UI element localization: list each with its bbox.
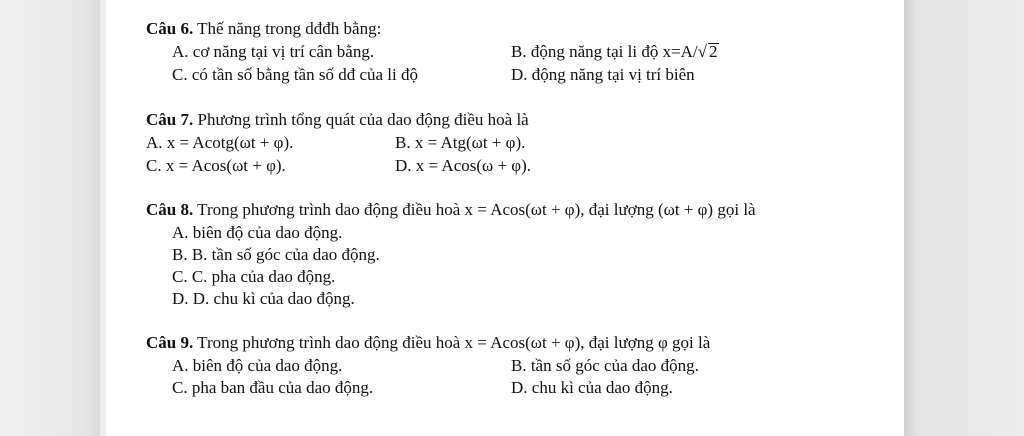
question-8-label: Câu 8. <box>146 200 194 219</box>
question-7-option-a: A. x = Acotg(ωt + φ). <box>146 133 294 152</box>
question-6-option-a: A. cơ năng tại vị trí cân bằng. <box>172 42 375 61</box>
question-6-text: Thế năng trong dđđh bằng: <box>193 19 382 38</box>
question-8-text: Trong phương trình dao động điều hoà x = Acos(ωt + φ), đại lượng (ωt + φ) gọi là <box>193 200 756 219</box>
viewer-background-left <box>0 0 100 436</box>
question-6-option-d: D. động năng tại vị trí biên <box>511 65 695 84</box>
question-7-option-c: C. x = Acos(ωt + φ). <box>146 156 286 175</box>
question-8-option-d: D. D. chu kì của dao động. <box>172 289 355 308</box>
question-7-option-d: D. x = Acos(ω + φ). <box>395 156 532 175</box>
question-9-option-a: A. biên độ của dao động. <box>172 356 343 375</box>
question-6-option-b <box>511 42 719 62</box>
question-7-option-b: B. x = Atg(ωt + φ). <box>395 133 526 152</box>
question-9-stem <box>146 333 710 353</box>
question-6-option-c: C. có tần số bằng tần số dđ của li độ <box>172 65 418 84</box>
question-8-option-c: C. C. pha của dao động. <box>172 267 336 286</box>
document-page <box>106 0 904 436</box>
sqrt-symbol: √ <box>697 42 708 61</box>
question-8-option-a: A. biên độ của dao động. <box>172 223 343 242</box>
question-9-label: Câu 9. <box>146 333 194 352</box>
question-7-text: Phương trình tổng quát của dao động điều hoà là <box>193 110 529 129</box>
question-9-option-d: D. chu kì của dao động. <box>511 378 673 397</box>
viewer-background-right <box>904 0 1024 436</box>
question-8-stem <box>146 200 756 220</box>
question-6-label: Câu 6. <box>146 19 194 38</box>
question-6-option-b-text: B. động năng tại li độ x=A/ <box>511 42 698 61</box>
question-6-stem <box>146 19 381 39</box>
question-7-stem <box>146 110 529 130</box>
sqrt-radicand: 2 <box>709 42 718 61</box>
question-9-option-c: C. pha ban đầu của dao động. <box>172 378 374 397</box>
question-8-option-b: B. B. tần số góc của dao động. <box>172 245 380 264</box>
question-7-label: Câu 7. <box>146 110 194 129</box>
question-9-option-b: B. tần số góc của dao động. <box>511 356 699 375</box>
question-9-text: Trong phương trình dao động điều hoà x = Acos(ωt + φ), đại lượng φ gọi là <box>193 333 711 352</box>
